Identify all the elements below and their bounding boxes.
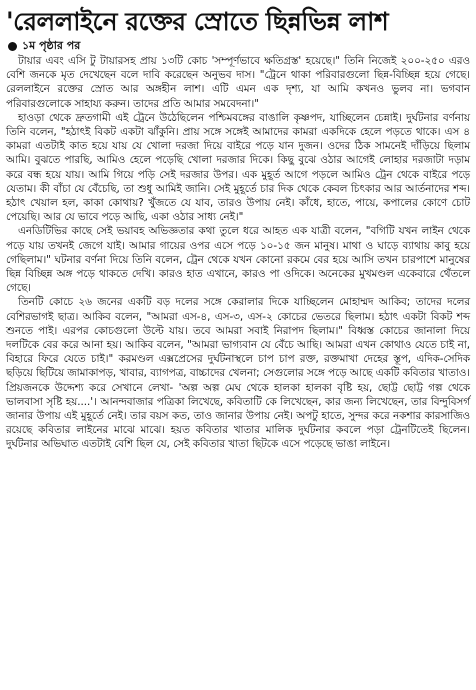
continued-marker xyxy=(8,39,470,53)
paragraph-3: এনডিটিভির কাছে সেই ভয়াবহ অভিজ্ঞতার কথা তুলে ধরে আহত এক যাত্রী বলেন, "বগিটি যখন লাইন থেকে পড়ে যায় তখনই জেগে যাই। আমার গায়ের ওপর এসে পড়ে ১০-১৫ জন মানুষ। মাথা ও ঘাড়ে ব্যাথায় কাবু হয়ে গেছিলাম।" ঘটনার বর্ণনা দিয়ে তিনি বলেন, ট্রেন থেকে যখন কোনো রকমে বের হয়ে আসি তখন চারপাশে মানুষের ছিন্ন বিচ্ছিন্ন অঙ্গ পড়ে থাকতে দেখি। কারও হাত এখানে, কারও পা ওদিকে। অনেকের মুখমণ্ডল একেবারে থেঁতলে গেছে। xyxy=(6,225,470,295)
paragraph-1: টায়ার এবং এসি টু টায়ারসহ প্রায় ১৩টি কোচ 'সম্পূর্ণভাবে ক্ষতিগ্রস্ত' হয়েছে।" তিনি নিজেই ২০০-২৫০ এরও বেশি জনকে মৃত দেখেছেন বলে দাবি করেছেন অনুভব দাস। "ট্রেনে থাকা পরিবারগুলো ছিন্ন-বিচ্ছিন্ন হয়ে গেছে। রেললাইনে রক্তের স্রোত আর অঙ্গহীন লাশ। এটি এমন এক দৃশ্য, যা আমি কখনও ভুলব না। ভগবান পরিবারগুলোকে সাহায্য করুন। তাদের প্রতি আমার সমবেদনা।" xyxy=(6,55,470,110)
continued-from-label: ১ম পৃষ্ঠার পর xyxy=(22,39,81,52)
paragraph-2: হাওড়া থেকে দ্রুতগামী এই ট্রেনে উঠেছিলেন পশ্চিমবঙ্গের বাঙালি কৃষ্ণপদ, যাচ্ছিলেন চেন্নাই। দুর্ঘটনার বর্ণনায় তিনি বলেন, "হঠাৎই বিকট একটা ঝাঁকুনি। প্রায় সঙ্গে সঙ্গেই আমাদের কামরা একদিকে হেলে পড়তে থাকে। এস ৪ কামরা এতটাই কাত হয়ে যায় যে খোলা দরজা দিয়ে বাইরে পড়ে যান দুজন। ওদের ঠিক সামনেই দাঁড়িয়ে ছিলাম আমি। বুঝতে পারছি, আমিও হেলে পড়েছি খোলা দরজার দিকে। কিছু বুঝে ওঠার আগেই লোহার দরজাটা দড়াম করে বন্ধ হয়ে যায়। আমি গিয়ে পড়ি সেই দরজার উপর। এক মুহূর্ত আগে পড়লে আমিও ট্রেন থেকে বাইরে পড়ে যেতাম। কী বাঁচা যে বেঁচেছি, তা শুধু আমিই জানি। সেই মুহূর্তে চার দিক থেকে কেবল চিৎকার আর আর্তনাদের শব্দ। হঠাৎ খেয়াল হল, কাকা কোথায়? খুঁজতে যে যাব, তারও উপায় নেই। কাঁধে, হাতে, পায়ে, কপালের কোণে চোট পেয়েছি। আর যে ভাবে পড়ে আছি, একা ওঠার সাধ্য নেই।" xyxy=(6,111,470,224)
headline: 'রেললাইনে রক্তের স্রোতে ছিন্নভিন্ন লাশ xyxy=(6,7,389,36)
paragraph-4: তিনটি কোচে ২৬ জনের একটি বড় দলের সঙ্গে কেরালার দিকে যাচ্ছিলেন মোহাম্মদ আকিব; তাদের দলের বেশিরভাগই ছাত্র। আকিব বলেন, "আমরা এস-৪, এস-৩, এস-২ কোচের ভেতরে ছিলাম। হঠাৎ একটা বিকট শব্দ শুনতে পাই। এরপর কোচগুলো উল্টে যায়। তবে আমরা সবাই নিরাপদ ছিলাম।" বিধ্বস্ত কোচের জানালা দিয়ে দলটিকে বের করে আনা হয়। আকিব বলেন, "আমরা ভাগ্যবান যে বেঁচে আছি। আমরা এখন কোথাও যেতে চাই না, বিহারে ফিরে যেতে চাই।" করমণ্ডল এক্সপ্রেসের দুর্ঘটনাস্থলে চাপ চাপ রক্ত, রক্তমাখা দেহের স্তূপ, এদিক-সেদিক ছড়িয়ে ছিটিয়ে জামাকাপড়, খাবার, ব্যাগপত্র, বাচ্চাদের খেলনা; সেগুলোর সঙ্গে পড়ে আছে একটি কবিতার খাতাও। প্রিয়জনকে উদ্দেশ্য করে সেখানে লেখা- 'অল্প অল্প মেঘ থেকে হালকা হালকা বৃষ্টি হয়, ছোট্ট ছোট্ট গল্প থেকে ভালবাসা সৃষ্টি হয়....'। আনন্দবাজার পত্রিকা লিখেছে, কবিতাটি কে লিখেছেন, কার জন্য লিখেছেন, তার বিন্দুবিসর্গ জানার উপায় এই মুহূর্তে নেই। তার বয়স কত, তাও জানার উপায় নেই। অপটু হাতে, সুন্দর করে নকশার কারসাজিও রয়েছে কবিতার লাইনের মাঝে মাঝে। হয়ত কবিতার খাতার মালিক দুর্ঘটনার কবলে পড়া ট্রেনটিতেই ছিলেন। দুর্ঘটনার অভিঘাত এতটাই বেশি ছিল যে, সেই কবিতার খাতা ছিটকে এসে পড়েছে ভাঙা লাইনে। xyxy=(6,296,470,451)
bullet-icon xyxy=(8,42,17,51)
